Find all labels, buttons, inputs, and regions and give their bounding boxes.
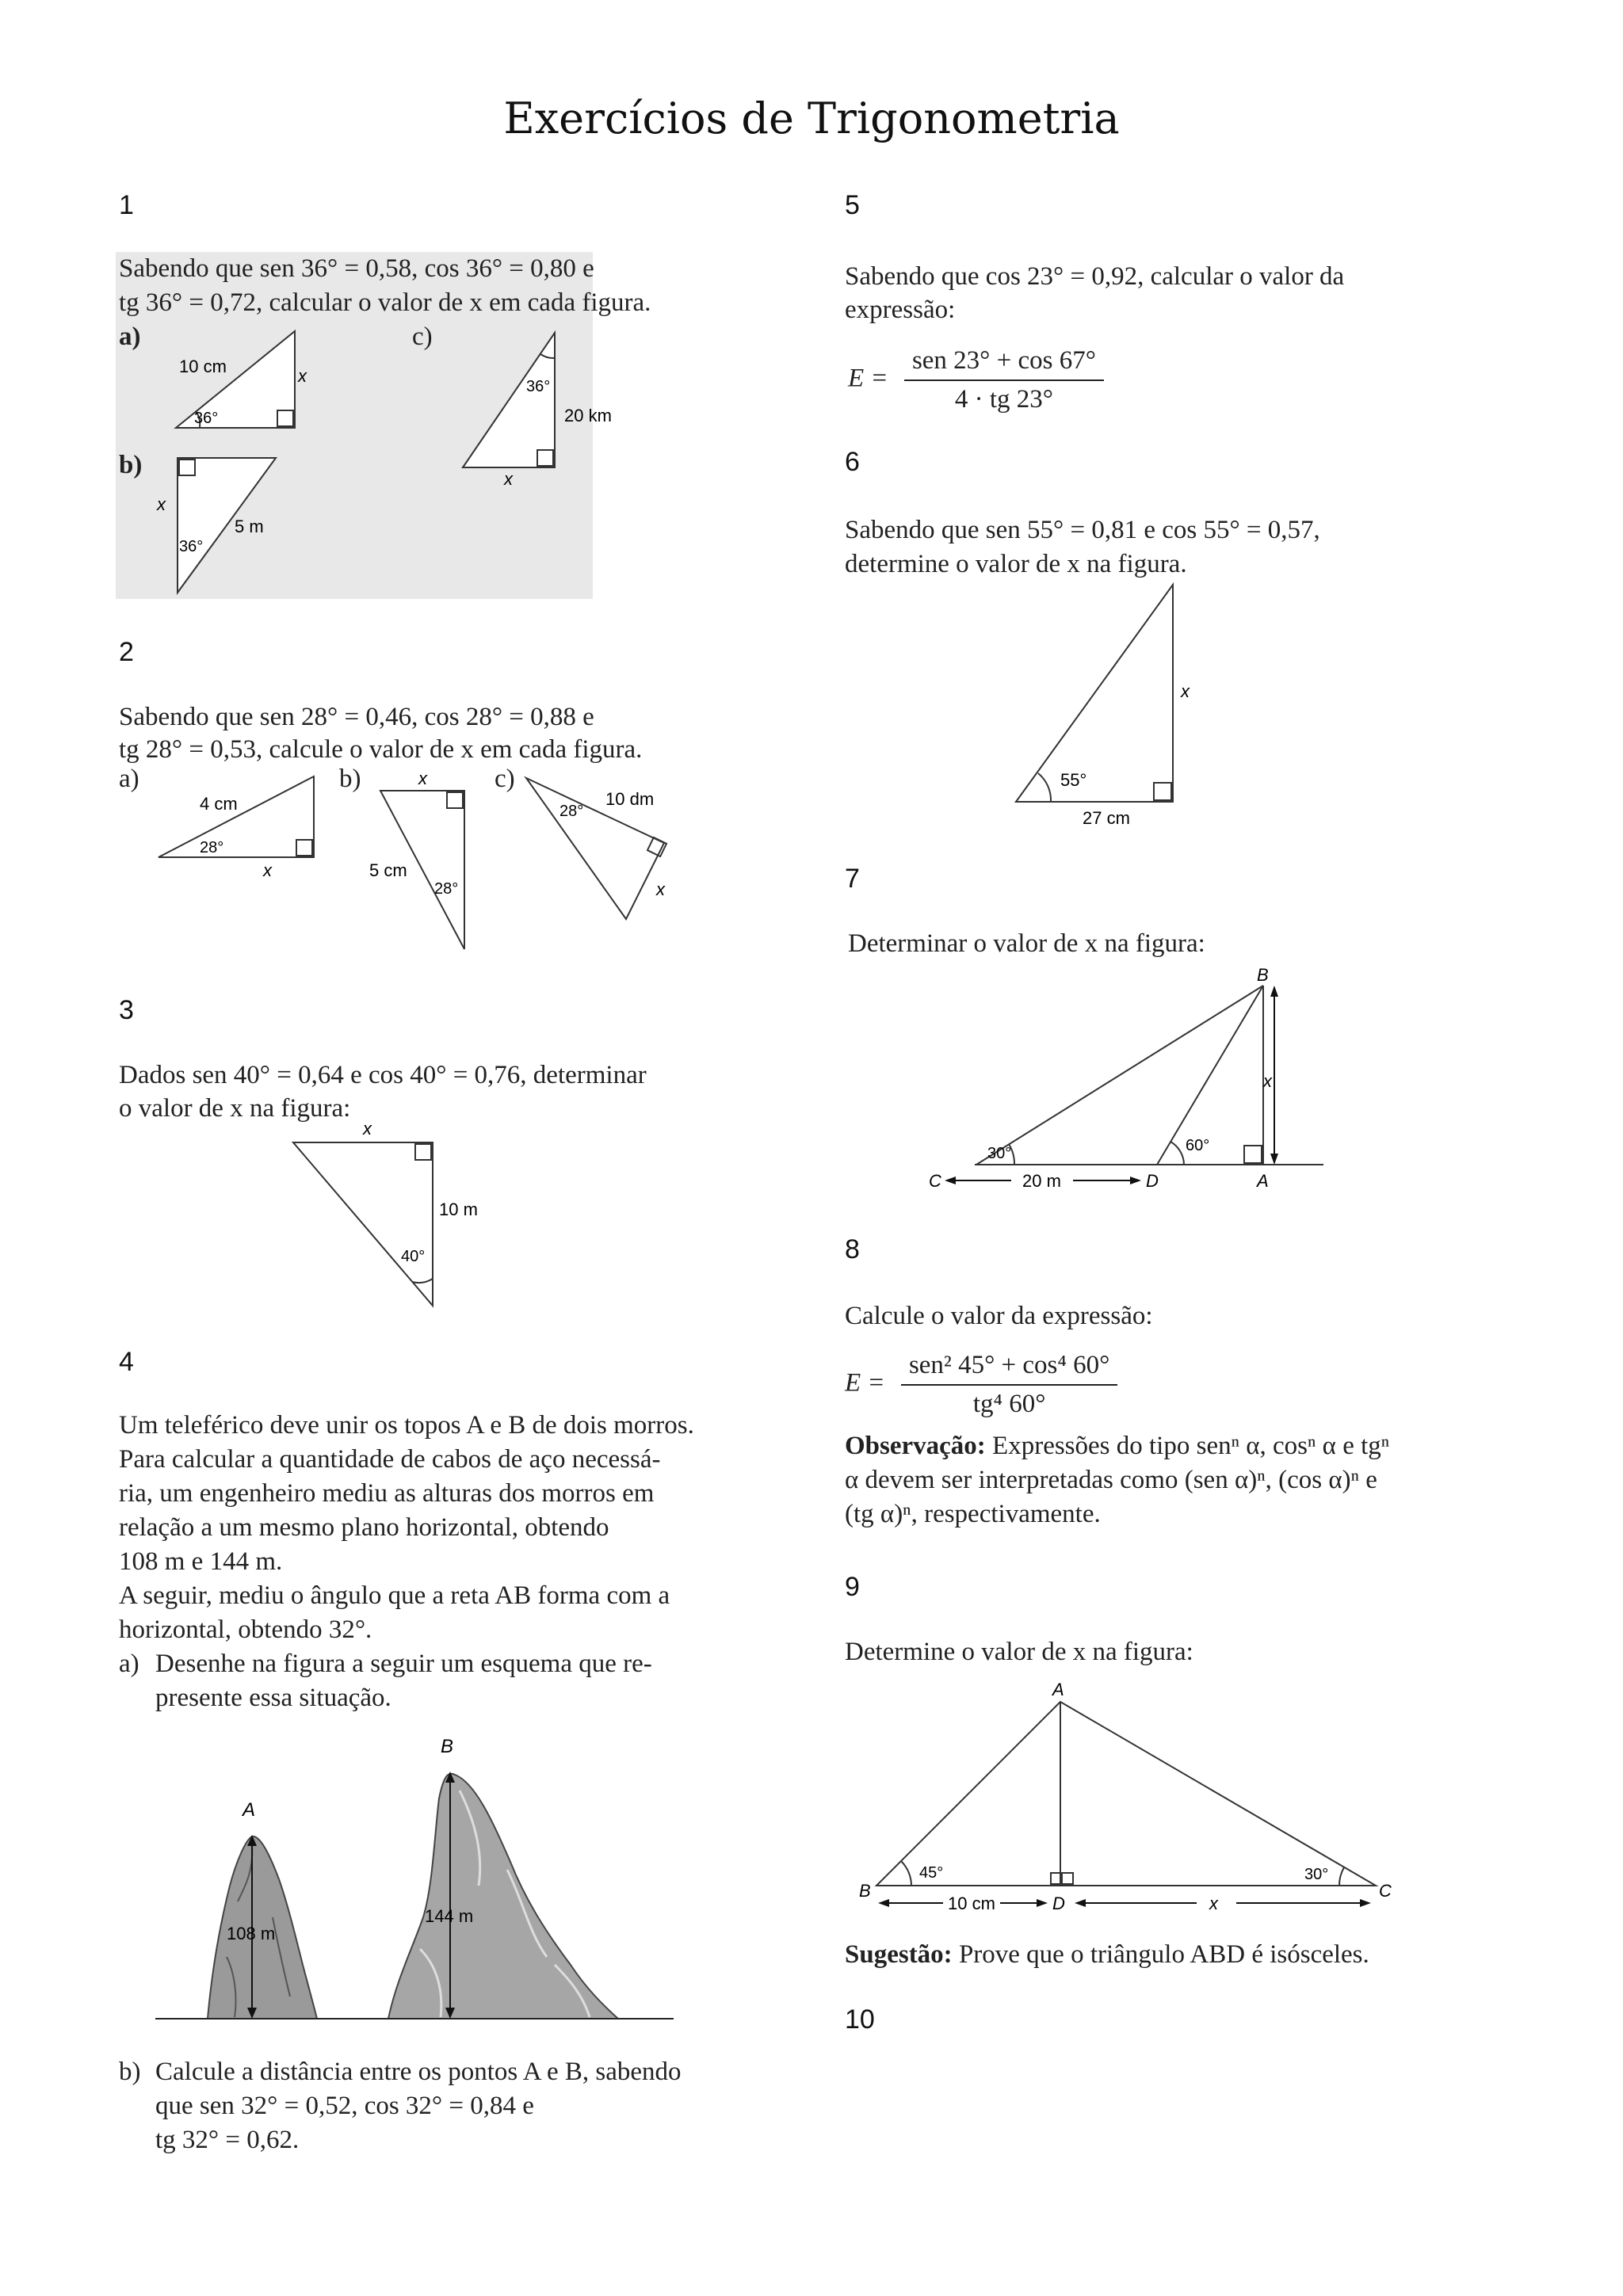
exercise-4-item-b-line-1: Calcule a distância entre os pontos A e B, sabendo — [155, 2058, 682, 2086]
exercise-8-lhs: E = — [845, 1368, 885, 1398]
exercise-2-label-c: c) — [495, 765, 515, 793]
exercise-3-statement-line-1: Dados sen 40° = 0,64 e cos 40° = 0,76, determinar — [119, 1061, 647, 1089]
ex1-a-x-label: x — [298, 366, 307, 386]
ex9-bd-label: 10 cm — [948, 1894, 995, 1913]
ex2-b-x-label: x — [418, 769, 427, 788]
exercise-4-item-b-line-2: que sen 32° = 0,52, cos 32° = 0,84 e — [155, 2092, 534, 2120]
ex9-x-label: x — [1209, 1894, 1218, 1913]
exercise-4-item-b-line-3: tg 32° = 0,62. — [155, 2126, 300, 2154]
ex9-angle-b-label: 45° — [919, 1864, 944, 1882]
ex3-x-label: x — [363, 1119, 372, 1138]
exercise-4-item-a-line-1: Desenhe na figura a seguir um esquema que re- — [155, 1650, 652, 1678]
exercise-4-para-line-7: horizontal, obtendo 32°. — [119, 1615, 372, 1644]
exercise-number-4: 4 — [119, 1347, 134, 1377]
ex6-x-label: x — [1181, 681, 1190, 701]
exercise-2-label-b: b) — [339, 765, 361, 793]
ex9-point-d-label: D — [1052, 1894, 1065, 1913]
exercise-4-para-line-5: 108 m e 144 m. — [119, 1547, 283, 1576]
height-b-label: 144 m — [425, 1906, 474, 1926]
ex6-angle-label: 55° — [1060, 770, 1087, 790]
exercise-5-statement-line-1: Sabendo que cos 23° = 0,92, calcular o valor da — [845, 262, 1345, 291]
exercise-1-statement-line-1: Sabendo que sen 36° = 0,58, cos 36° = 0,80 e — [119, 254, 594, 283]
ex2-c-x-label: x — [656, 879, 665, 899]
exercise-number-9: 9 — [845, 1572, 860, 1602]
exercise-number-6: 6 — [845, 447, 860, 477]
ex1-c-angle-label: 36° — [526, 378, 551, 395]
exercise-4-para-line-3: ria, um engenheiro mediu as alturas dos morros em — [119, 1479, 655, 1508]
exercise-8-observation-line-2: α devem ser interpretadas como (sen α)ⁿ, (cos α)ⁿ e — [845, 1466, 1377, 1494]
ex2-c-angle-label: 28° — [559, 803, 584, 820]
ex1-b-angle-label: 36° — [179, 538, 204, 555]
exercise-number-10: 10 — [845, 2004, 875, 2035]
exercise-8-numerator: sen² 45° + cos⁴ 60° — [901, 1348, 1117, 1386]
exercise-4-para-line-4: relação a um mesmo plano horizontal, obtendo — [119, 1513, 609, 1542]
ex9-point-a-label: A — [1052, 1680, 1064, 1699]
ex6-base-label: 27 cm — [1083, 808, 1130, 828]
exercise-number-8: 8 — [845, 1234, 860, 1264]
ex9-dc-arrow-left-head — [1075, 1899, 1086, 1907]
ex2-a-angle-label: 28° — [200, 839, 224, 856]
ex2-a-x-label: x — [263, 860, 272, 880]
ex7-x-label: x — [1263, 1071, 1272, 1091]
ex3-angle-label: 40° — [401, 1248, 426, 1265]
exercise-4-item-b-label: b) — [119, 2058, 141, 2086]
exercise-1-label-a: a) — [119, 322, 141, 351]
ex1-c-side-label: 20 km — [564, 406, 612, 425]
exercise-4-para-line-6: A seguir, mediu o ângulo que a reta AB forma com a — [119, 1581, 670, 1610]
exercise-1-statement-line-2: tg 36° = 0,72, calcular o valor de x em cada figura. — [119, 288, 651, 317]
point-a-label: A — [242, 1799, 256, 1821]
exercise-number-2: 2 — [119, 637, 134, 667]
ex1-c-x-label: x — [504, 469, 513, 489]
exercise-4-item-a-label: a) — [119, 1650, 139, 1678]
ex1-a-hypotenuse-label: 10 cm — [179, 357, 227, 376]
exercise-5-lhs: E = — [848, 364, 888, 393]
ex2-b-angle-label: 28° — [434, 880, 459, 898]
ex9-angle-c-label: 30° — [1304, 1866, 1329, 1883]
exercise-5-numerator: sen 23° + cos 67° — [904, 344, 1104, 381]
ex7-point-c-label: C — [929, 1171, 941, 1191]
point-b-label: B — [441, 1736, 454, 1757]
exercise-8-denominator: tg⁴ 60° — [972, 1390, 1046, 1418]
height-a-label: 108 m — [227, 1924, 276, 1943]
exercise-4-item-a-line-2: presente essa situação. — [155, 1684, 391, 1712]
ex7-point-a-label: A — [1257, 1171, 1269, 1191]
exercise-8-observation-text-1: Expressões do tipo senⁿ α, cosⁿ α e tgⁿ — [985, 1432, 1390, 1460]
ex9-bd-arrow-right-head — [1037, 1899, 1048, 1907]
exercise-8-statement: Calcule o valor da expressão: — [845, 1302, 1153, 1330]
exercise-6-statement-line-1: Sabendo que sen 55° = 0,81 e cos 55° = 0,57, — [845, 516, 1320, 544]
ex1-a-angle-label: 36° — [194, 410, 219, 427]
ex2-a-hypotenuse-label: 4 cm — [200, 794, 238, 814]
exercise-2-statement-line-1: Sabendo que sen 28° = 0,46, cos 28° = 0,88 e — [119, 703, 594, 731]
ex9-bd-arrow-left-head — [878, 1899, 889, 1907]
exercise-8-observation-line-3: (tg α)ⁿ, respectivamente. — [845, 1500, 1101, 1528]
ex9-point-b-label: B — [859, 1881, 871, 1901]
exercise-3-statement-line-2: o valor de x na figura: — [119, 1094, 351, 1123]
exercise-8-observation-label: Observação: — [845, 1432, 986, 1460]
exercise-9-hint — [845, 1938, 1369, 1972]
exercise-number-3: 3 — [119, 995, 134, 1025]
exercise-2-statement-line-2: tg 28° = 0,53, calcule o valor de x em cada figura. — [119, 735, 643, 764]
exercise-5-denominator: 4 · tg 23° — [954, 385, 1053, 414]
exercise-5-statement-line-2: expressão: — [845, 296, 956, 324]
exercise-4-para-line-2: Para calcular a quantidade de cabos de aço necessá- — [119, 1445, 661, 1474]
exercise-number-7: 7 — [845, 864, 860, 894]
exercise-9-statement: Determine o valor de x na figura: — [845, 1638, 1193, 1666]
ex9-triangle — [876, 1702, 1376, 1886]
ex2-b-side-label: 5 cm — [369, 860, 407, 880]
page-title: Exercícios de Trigonometria — [503, 93, 1120, 143]
exercise-7-statement: Determinar o valor de x na figura: — [848, 929, 1205, 958]
ex7-point-d-label: D — [1146, 1171, 1159, 1191]
ex7-angle-c-label: 30° — [987, 1145, 1012, 1162]
ex2-c-hypotenuse-label: 10 dm — [605, 789, 655, 809]
ex7-point-b-label: B — [1257, 965, 1269, 985]
exercise-1-label-b: b) — [119, 451, 143, 479]
exercise-4-para-line-1: Um teleférico deve unir os topos A e B de dois morros. — [119, 1411, 694, 1440]
exercise-1-label-c: c) — [412, 322, 433, 351]
exercise-number-5: 5 — [845, 190, 860, 220]
exercise-9-hint-label: Sugestão: — [845, 1940, 953, 1969]
ex7-angle-d-label: 60° — [1186, 1137, 1210, 1154]
ex1-b-hypotenuse-label: 5 m — [235, 517, 264, 536]
exercise-number-1: 1 — [119, 190, 134, 220]
ex7-distance-label: 20 m — [1022, 1171, 1061, 1191]
ex1-b-x-label: x — [157, 494, 166, 514]
ex9-point-c-label: C — [1379, 1881, 1392, 1901]
ex9-dc-arrow-right-head — [1360, 1899, 1371, 1907]
exercise-2-label-a: a) — [119, 765, 139, 793]
exercise-9-hint-text: Prove que o triângulo ABD é isósceles. — [952, 1940, 1369, 1969]
ex3-side-label: 10 m — [439, 1199, 478, 1219]
exercise-6-statement-line-2: determine o valor de x na figura. — [845, 550, 1187, 578]
